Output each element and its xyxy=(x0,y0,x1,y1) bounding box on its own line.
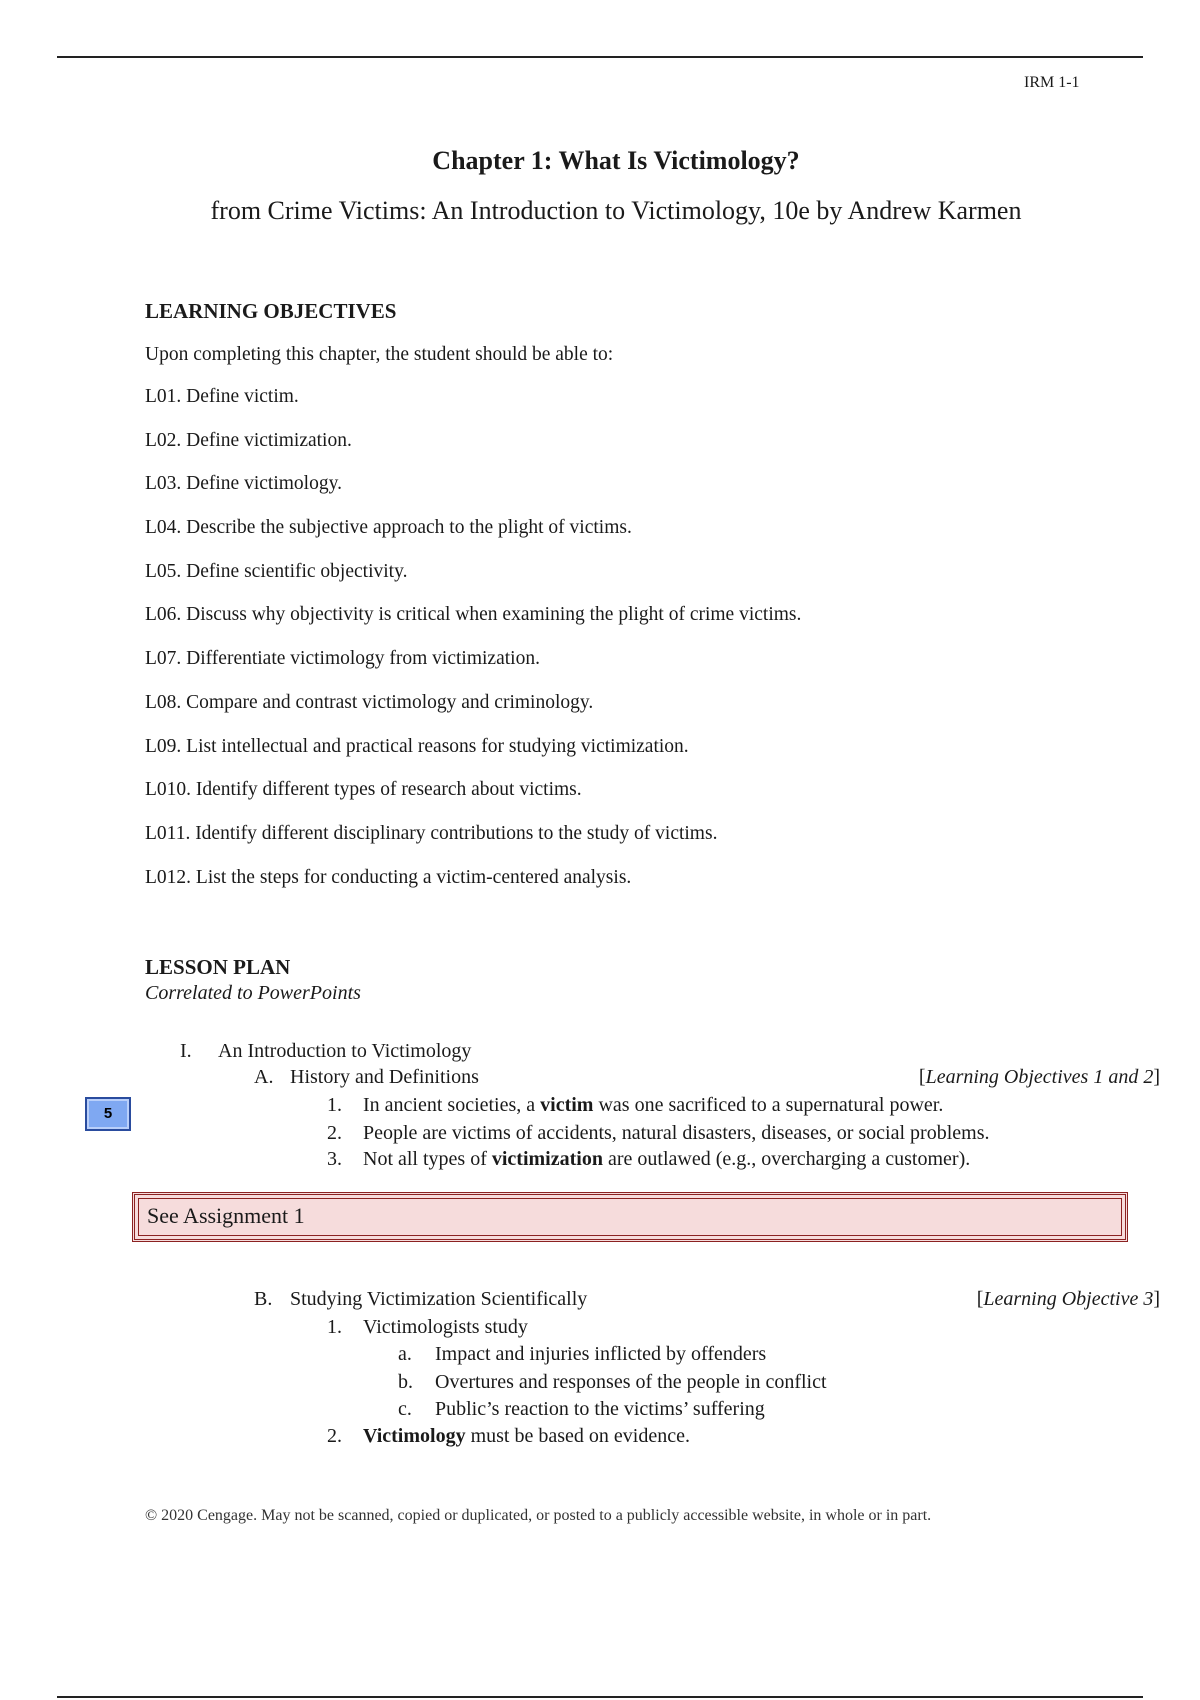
outline-marker: A. xyxy=(254,1066,274,1088)
learning-objective-item: L03. Define victimology. xyxy=(145,473,342,495)
learning-objective-item: L012. List the steps for conducting a victim-centered analysis. xyxy=(145,866,632,888)
learning-objectives-intro: Upon completing this chapter, the student should be able to: xyxy=(145,344,614,365)
page-label: IRM 1-1 xyxy=(1024,74,1080,91)
outline-marker: 2. xyxy=(327,1122,342,1144)
outline-point: 3. Not all types of victimization are outlawed (e.g., overcharging a customer). xyxy=(327,1148,971,1170)
book-subtitle: from Crime Victims: An Introduction to Victimology, 10e by Andrew Karmen xyxy=(210,196,1022,225)
learning-objective-item: L04. Describe the subjective approach to the plight of victims. xyxy=(145,517,632,539)
outline-section-b xyxy=(254,1288,587,1311)
top-rule xyxy=(57,56,1143,58)
outline-marker: a. xyxy=(398,1343,412,1365)
objective-reference: [Learning Objectives 1 and 2] xyxy=(918,1066,1160,1088)
learning-objective-item: L01. Define victim. xyxy=(145,386,299,407)
learning-objectives-list xyxy=(145,386,801,910)
outline-marker: b. xyxy=(398,1371,413,1393)
outline-marker: 2. xyxy=(327,1425,342,1447)
bold-term: victimization xyxy=(491,1148,603,1170)
copyright-notice: © 2020 Cengage. May not be scanned, copied or duplicated, or posted to a publicly accessible website, in whole or in part. xyxy=(145,1507,932,1524)
learning-objectives-heading: LEARNING OBJECTIVES xyxy=(145,299,397,323)
objective-reference: [Learning Objective 3] xyxy=(976,1288,1160,1310)
outline-point: 1. Victimologists study xyxy=(327,1316,528,1338)
assignment-callout xyxy=(132,1192,1128,1242)
outline-point: 2. Victimology must be based on evidence. xyxy=(327,1425,690,1447)
learning-objective-item: L010. Identify different types of research about victims. xyxy=(145,779,582,801)
learning-objective-item: L02. Define victimization. xyxy=(145,429,352,451)
outline-point: 2. People are victims of accidents, natural disasters, diseases, or social problems. xyxy=(327,1122,990,1144)
outline-subpoint: c. Public’s reaction to the victims’ suffering xyxy=(398,1398,765,1420)
bottom-rule xyxy=(57,1696,1143,1698)
learning-objective-item: L011. Identify different disciplinary contributions to the study of victims. xyxy=(145,822,718,844)
slide-number-badge: 5 xyxy=(85,1097,131,1131)
outline-marker: c. xyxy=(398,1398,412,1420)
learning-objective-item: L06. Discuss why objectivity is critical when examining the plight of crime victims. xyxy=(145,604,802,626)
outline-section-a xyxy=(254,1066,479,1089)
outline-subpoint: a. Impact and injuries inflicted by offenders xyxy=(398,1343,767,1365)
lesson-plan-subheading: Correlated to PowerPoints xyxy=(145,982,361,1004)
bold-term: Victimology xyxy=(363,1425,466,1447)
outline-section-i xyxy=(180,1040,471,1063)
bold-term: victim xyxy=(540,1094,594,1116)
outline-text: History and Definitions xyxy=(290,1066,479,1088)
outline-marker: 1. xyxy=(327,1094,342,1116)
outline-text: Studying Victimization Scientifically xyxy=(290,1288,588,1310)
chapter-title: Chapter 1: What Is Victimology? xyxy=(432,146,800,175)
outline-point: 1. In ancient societies, a victim was one sacrificed to a supernatural power. xyxy=(327,1094,944,1116)
outline-marker: 1. xyxy=(327,1316,342,1338)
outline-marker: I. xyxy=(180,1040,192,1062)
outline-marker: 3. xyxy=(327,1148,342,1170)
learning-objective-item: L09. List intellectual and practical reasons for studying victimization. xyxy=(145,735,689,757)
learning-objective-item: L07. Differentiate victimology from victimization. xyxy=(145,648,540,670)
learning-objective-item: L05. Define scientific objectivity. xyxy=(145,560,408,582)
outline-text: An Introduction to Victimology xyxy=(218,1040,472,1062)
lesson-plan-heading: LESSON PLAN xyxy=(145,955,291,979)
outline-subpoint: b. Overtures and responses of the people in conflict xyxy=(398,1371,827,1393)
learning-objective-item: L08. Compare and contrast victimology and criminology. xyxy=(145,691,594,713)
outline-marker: B. xyxy=(254,1288,273,1310)
assignment-callout-text: See Assignment 1 xyxy=(147,1203,305,1228)
